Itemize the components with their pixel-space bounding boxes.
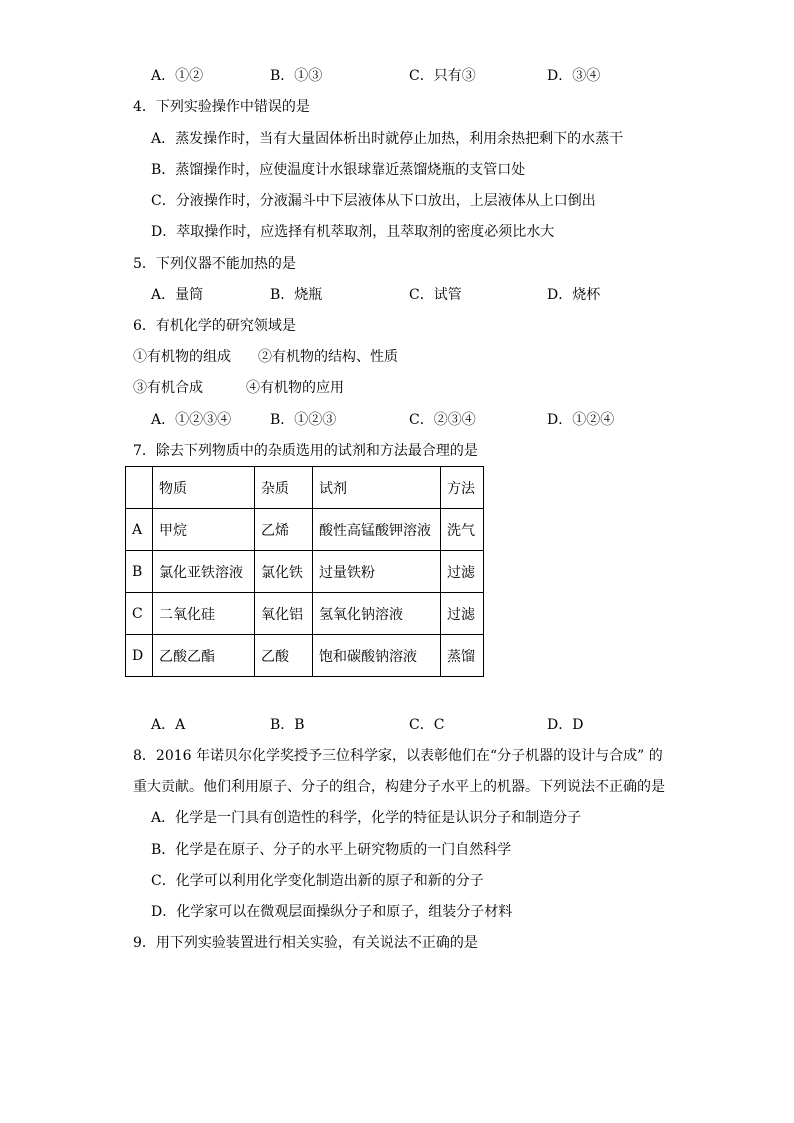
q7-option-d: D．D [547,717,584,733]
table-row [126,509,484,551]
q6-option-b: B．①②③ [270,412,337,428]
table-cell: 乙酸乙酯 [153,635,255,677]
q7-stem: 7．除去下列物质中的杂质选用的试剂和方法最合理的是 [133,443,478,459]
q8-option-a: A．化学是一门具有创造性的科学，化学的特征是认识分子和制造分子 [151,810,582,826]
q4-option-b: B．蒸馏操作时，应使温度计水银球靠近蒸馏烧瓶的支管口处 [151,162,526,178]
table-header-cell: 方法 [441,467,484,509]
q5-option-b: B．烧瓶 [270,287,323,303]
q3-option-d: D．③④ [547,68,601,84]
table-cell: 饱和碳酸钠溶液 [313,635,441,677]
q7-table [125,466,484,677]
table-cell: D [126,635,153,677]
q8-option-c: C．化学可以利用化学变化制造出新的原子和新的分子 [151,873,484,889]
q3-option-b: B．①③ [270,68,323,84]
q5-stem: 5．下列仪器不能加热的是 [133,256,296,272]
table-cell: 过滤 [441,551,484,593]
table-cell: 过滤 [441,593,484,635]
table-cell: 洗气 [441,509,484,551]
table-cell: 二氧化硅 [153,593,255,635]
q8-stem-line1: 8．2016 年诺贝尔化学奖授予三位科学家，以表彰他们在“分子机器的设计与合成” 的 [133,748,663,764]
q6-option-a: A．①②③④ [151,412,232,428]
q4-stem: 4．下列实验操作中错误的是 [133,99,310,115]
table-header-cell [126,467,153,509]
q5-option-a: A．量筒 [151,287,204,303]
q6-item-1: ①有机物的组成 [133,349,231,365]
table-header-row [126,467,484,509]
q8-option-d: D．化学家可以在微观层面操纵分子和原子，组装分子材料 [151,904,513,920]
q4-option-d: D．萃取操作时，应选择有机萃取剂，且萃取剂的密度必须比水大 [151,224,555,240]
q7-option-c: C．C [409,717,445,733]
q5-option-d: D．烧杯 [547,287,601,303]
table-row [126,551,484,593]
q3-option-a: A．①② [151,68,204,84]
table-cell: 过量铁粉 [313,551,441,593]
q6-option-d: D．①②④ [547,412,615,428]
table-cell: 甲烷 [153,509,255,551]
table-cell: B [126,551,153,593]
q9-stem: 9．用下列实验装置进行相关实验，有关说法不正确的是 [133,935,478,951]
table-cell: 蒸馏 [441,635,484,677]
table-cell: 氯化亚铁溶液 [153,551,255,593]
q6-item-3: ③有机合成 [133,380,203,396]
q6-stem: 6．有机化学的研究领域是 [133,318,296,334]
table-cell: 酸性高锰酸钾溶液 [313,509,441,551]
q4-option-a: A．蒸发操作时，当有大量固体析出时就停止加热，利用余热把剩下的水蒸干 [151,131,624,147]
table-header-cell: 试剂 [313,467,441,509]
table-cell: A [126,509,153,551]
q5-option-c: C．试管 [409,287,462,303]
table-row [126,635,484,677]
table-cell: 乙烯 [255,509,313,551]
q3-option-c: C．只有③ [409,68,476,84]
q6-item-2: ②有机物的结构、性质 [258,349,398,365]
q6-option-c: C．②③④ [409,412,476,428]
table-cell: 氯化铁 [255,551,313,593]
q8-stem-line2: 重大贡献。他们利用原子、分子的组合，构建分子水平上的机器。下列说法不正确的是 [133,779,665,795]
q7-option-b: B．B [270,717,305,733]
table-cell: 氢氧化钠溶液 [313,593,441,635]
table-header-cell: 杂质 [255,467,313,509]
q6-item-4: ④有机物的应用 [246,380,344,396]
q7-option-a: A．A [151,717,186,733]
table-cell: 乙酸 [255,635,313,677]
table-header-cell: 物质 [153,467,255,509]
q8-option-b: B．化学是在原子、分子的水平上研究物质的一门自然科学 [151,842,512,858]
table-row [126,593,484,635]
table-cell: 氧化铝 [255,593,313,635]
table-cell: C [126,593,153,635]
q4-option-c: C．分液操作时，分液漏斗中下层液体从下口放出，上层液体从上口倒出 [151,193,596,209]
